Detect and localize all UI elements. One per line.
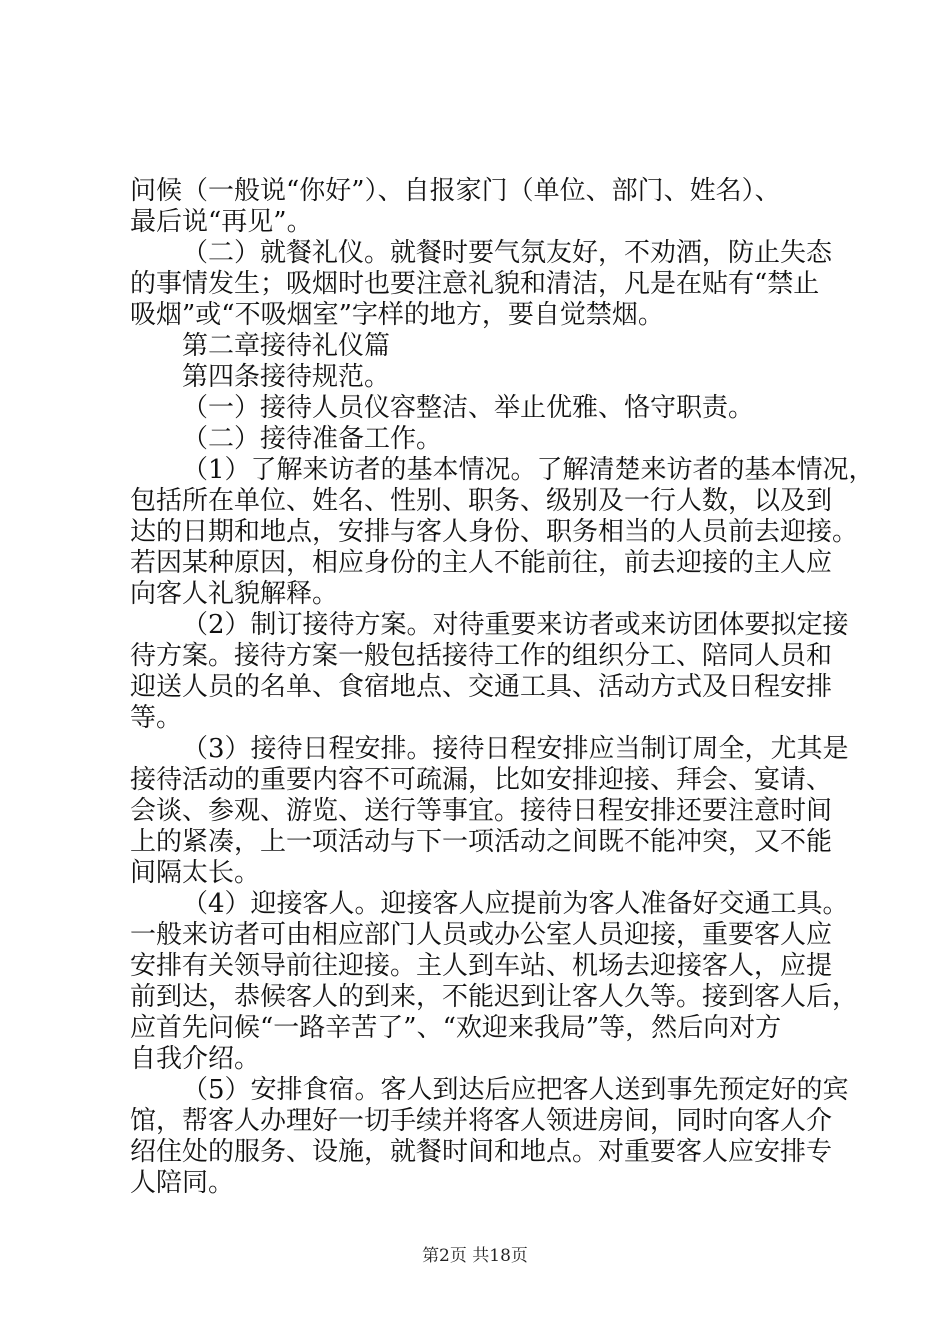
body-text-line: 馆，帮客人办理好一切手续并将客人领进房间，同时向客人介 [130, 1106, 833, 1136]
body-text-line: 若因某种原因，相应身份的主人不能前往，前去迎接的主人应 [130, 548, 833, 578]
page-number-footer: 第2页 共18页 [422, 1246, 528, 1266]
paragraph-first-line: （3）接待日程安排。接待日程安排应当制订周全，尤其是 [182, 734, 849, 764]
chapter-heading: 第二章接待礼仪篇 [182, 331, 391, 361]
body-text-line: 间隔太长。 [130, 858, 261, 888]
body-text-line: 绍住处的服务、设施，就餐时间和地点。对重要客人应安排专 [130, 1137, 833, 1167]
body-text-line: 吸烟”或“不吸烟室”字样的地方，要自觉禁烟。 [130, 300, 664, 330]
paragraph-first-line: （4）迎接客人。迎接客人应提前为客人准备好交通工具。 [182, 889, 849, 919]
body-text-line: 会谈、参观、游览、送行等事宜。接待日程安排还要注意时间 [130, 796, 833, 826]
body-text-line: 的事情发生；吸烟时也要注意礼貌和清洁，凡是在贴有“禁止 [130, 269, 820, 299]
body-text-line: 迎送人员的名单、食宿地点、交通工具、活动方式及日程安排 [130, 672, 833, 702]
body-text-line: 最后说“再见”。 [130, 207, 313, 237]
body-text-line: 应首先问候“一路辛苦了”、“欢迎来我局”等，然后向对方 [130, 1013, 782, 1043]
body-text-line: 自我介绍。 [130, 1044, 261, 1074]
body-text-line: 包括所在单位、姓名、性别、职务、级别及一行人数，以及到 [130, 486, 833, 516]
paragraph-first-line: （二）就餐礼仪。就餐时要气氛友好，不劝酒，防止失态 [182, 238, 833, 268]
body-text-line: 一般来访者可由相应部门人员或办公室人员迎接，重要客人应 [130, 920, 833, 950]
paragraph-first-line: （1）了解来访者的基本情况。了解清楚来访者的基本情况， [182, 455, 875, 485]
body-text-line: 人陪同。 [130, 1168, 235, 1198]
article-heading: 第四条接待规范。 [182, 362, 391, 392]
body-text-line: 问候（一般说“你好”）、自报家门（单位、部门、姓名）、 [130, 176, 781, 206]
body-text-line: 达的日期和地点，安排与客人身份、职务相当的人员前去迎接。 [130, 517, 859, 547]
body-text-line: 接待活动的重要内容不可疏漏，比如安排迎接、拜会、宴请、 [130, 765, 833, 795]
body-text-line: 前到达，恭候客人的到来，不能迟到让客人久等。接到客人后， [130, 982, 859, 1012]
body-text-line: 等。 [130, 703, 183, 733]
paragraph-first-line: （5）安排食宿。客人到达后应把客人送到事先预定好的宾 [182, 1075, 849, 1105]
body-text-line: 上的紧凑，上一项活动与下一项活动之间既不能冲突，又不能 [130, 827, 833, 857]
paragraph-first-line: （2）制订接待方案。对待重要来访者或来访团体要拟定接 [182, 610, 849, 640]
paragraph-first-line: （二）接待准备工作。 [182, 424, 443, 454]
body-text-line: 待方案。接待方案一般包括接待工作的组织分工、陪同人员和 [130, 641, 833, 671]
paragraph-first-line: （一）接待人员仪容整洁、举止优雅、恪守职责。 [182, 393, 755, 423]
body-text-line: 向客人礼貌解释。 [130, 579, 339, 609]
body-text-line: 安排有关领导前往迎接。主人到车站、机场去迎接客人，应提 [130, 951, 833, 981]
